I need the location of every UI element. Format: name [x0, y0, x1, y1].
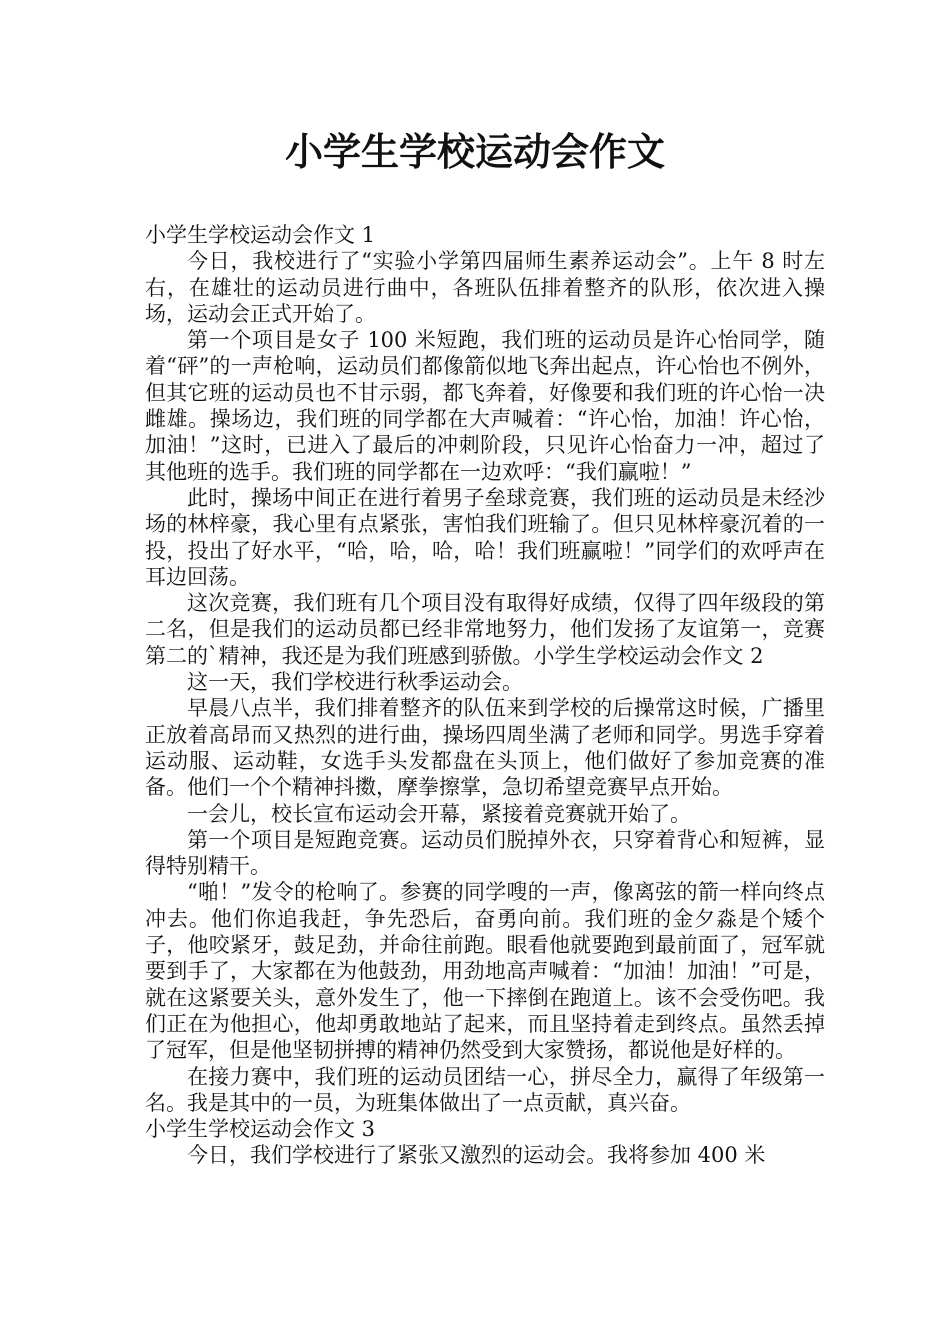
paragraph: 第一个项目是短跑竞赛。运动员们脱掉外衣，只穿着背心和短裤，显得特别精干。	[145, 827, 825, 879]
paragraph: 一会儿，校长宣布运动会开幕，紧接着竞赛就开始了。	[187, 801, 691, 826]
paragraph: 小学生学校运动会作文 1	[145, 223, 376, 247]
paragraph: 今日，我们学校进行了紧张又激烈的运动会。我将参加 400 米	[187, 1143, 766, 1168]
paragraph: “啪！”发令的枪响了。参赛的同学嗖的一声，像离弦的箭一样向终点冲去。他们你追我赶，争先恐后，奋勇向前。我们班的金夕淼是个矮个子，他咬紧牙，鼓足劲，并命往前跑。眼看他就要跑到最前面了，冠军就要到手了，大家都在为他鼓劲，用劲地高声喊着：“加油！加油！”可是，就在这紧要关头，意外发生了，他一下摔倒在跑道上。该不会受伤吧。我们正在为他担心，他却勇敢地站了起来，而且坚持着走到终点。虽然丢掉了冠军，但是他坚韧拼搏的精神仍然受到大家赞扬，都说他是好样的。	[145, 880, 825, 1063]
paragraph: 这一天，我们学校进行秋季运动会。	[187, 670, 523, 695]
document-title: 小学生学校运动会作文	[284, 129, 665, 174]
paragraph: 在接力赛中，我们班的运动员团结一心，拼尽全力，赢得了年级第一名。我是其中的一员，为班集体做出了一点贡献，真兴奋。	[145, 1064, 825, 1115]
paragraph: 早晨八点半，我们排着整齐的队伍来到学校的后操常这时候，广播里正放着高昂而又热烈的进行曲，操场四周坐满了老师和同学。男选手穿着运动服、运动鞋，女选手头发都盘在头顶上，他们做好了参加竞赛的准备。他们一个个精神抖擞，摩拳擦掌，急切希望竞赛早点开始。	[145, 696, 825, 800]
paragraph: 今日，我校进行了“实验小学第四届师生素养运动会”。上午 8 时左右，在雄壮的运动员进行曲中，各班队伍排着整齐的队形，依次进入操场，运动会正式开始了。	[145, 249, 825, 326]
paragraph: 小学生学校运动会作文 3	[145, 1117, 376, 1142]
paragraph: 第一个项目是女子 100 米短跑，我们班的运动员是许心怡同学，随着“砰”的一声枪响，运动员们都像箭似地飞奔出起点，许心怡也不例外，但其它班的运动员也不甘示弱，都飞奔着，好像要和我们班的许心怡一决雌雄。操场边，我们班的同学都在大声喊着：“许心怡，加油！许心怡，加油！”这时，已进入了最后的冲刺阶段，只见许心怡奋力一冲，超过了其他班的选手。我们班的同学都在一边欢呼：“我们赢啦！”	[145, 328, 825, 484]
document-body	[145, 222, 825, 1169]
paragraph: 此时，操场中间正在进行着男子垒球竞赛，我们班的运动员是未经沙场的林梓豪，我心里有点紧张，害怕我们班输了。但只见林梓豪沉着的一投，投出了好水平，“哈，哈，哈，哈！我们班赢啦！”同学们的欢呼声在耳边回荡。	[145, 485, 825, 589]
paragraph: 这次竞赛，我们班有几个项目没有取得好成绩，仅得了四年级段的第二名，但是我们的运动员都已经非常地努力，他们发扬了友谊第一，竞赛第二的`精神，我还是为我们班感到骄傲。小学生学校运动会作文 2	[145, 591, 825, 668]
